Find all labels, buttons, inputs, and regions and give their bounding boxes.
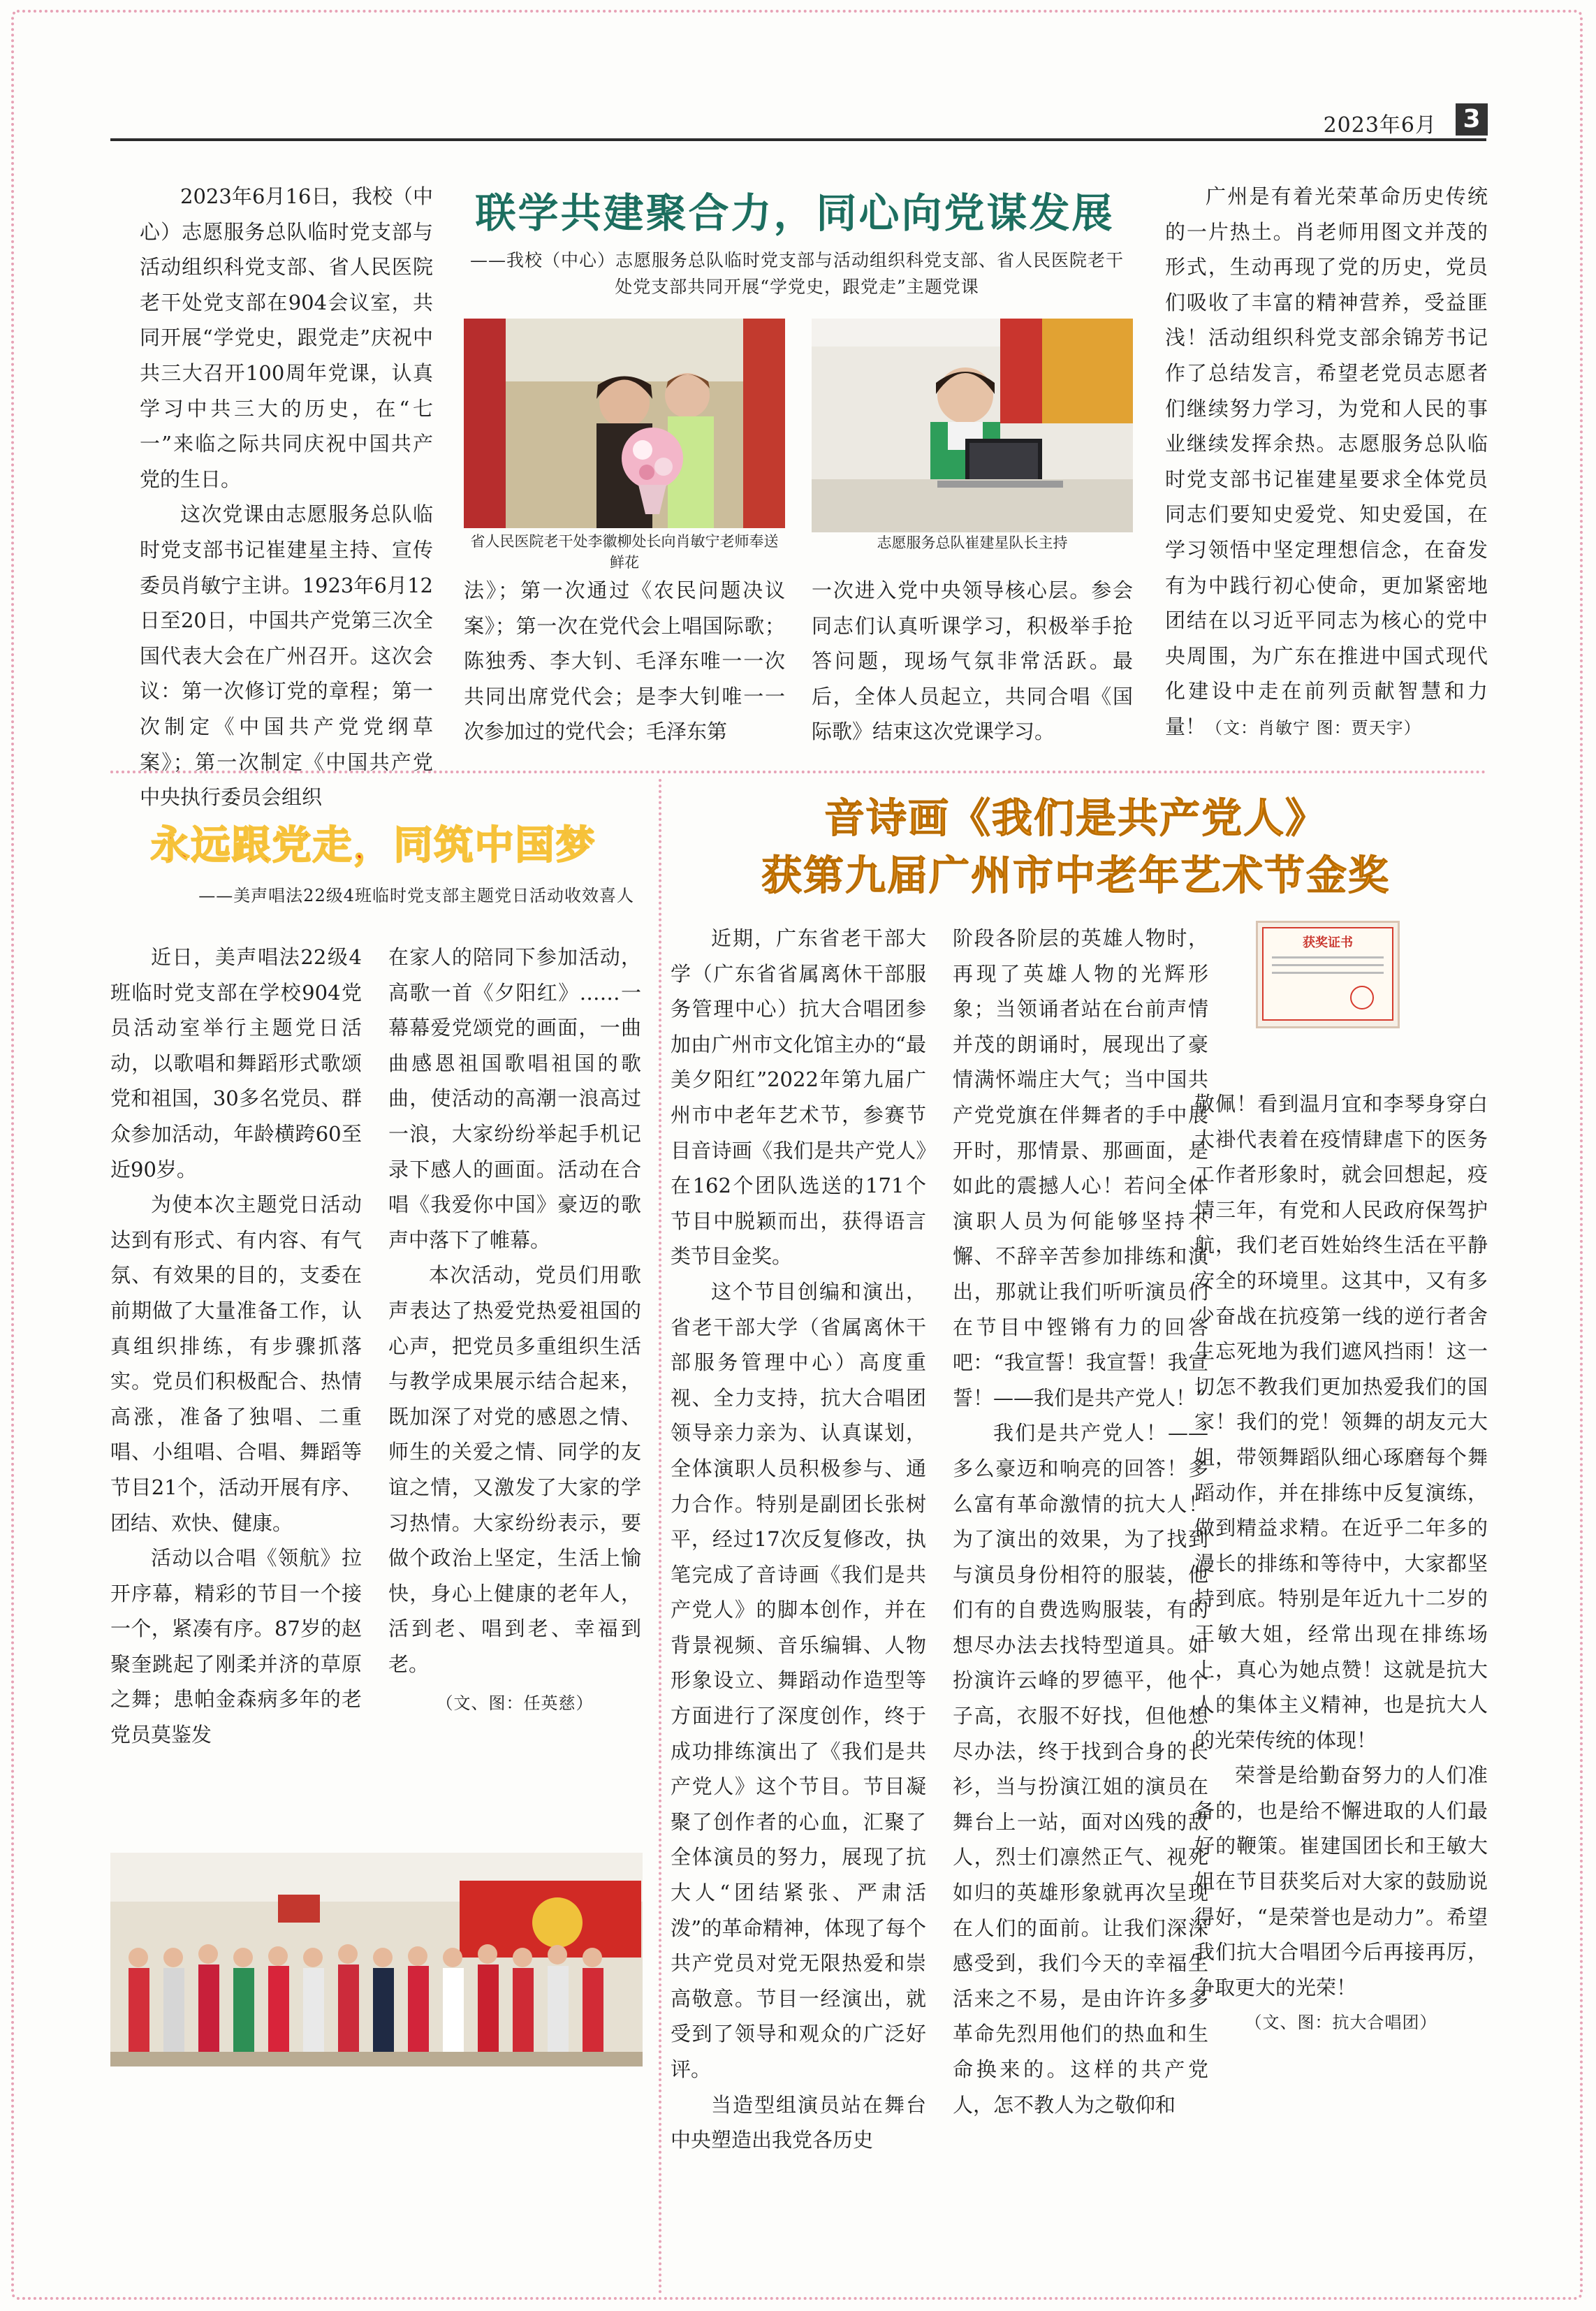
certificate-heading: 获奖证书 (1303, 935, 1353, 950)
certificate-line (1272, 964, 1384, 966)
article3-paragraph: 荣誉是给勤奋努力的人们准备的，也是给不懈进取的人们最好的鞭策。崔建国团长和王敏大姐在节目获奖后对大家的鼓励说得好，“是荣誉也是动力”。希望我们抗大合唱团今后再接再厉，争取更大的光荣！ (1194, 1763, 1488, 1999)
column-divider (659, 779, 661, 2295)
certificate-seal (1350, 986, 1374, 1009)
article1-subtitle: ——我校（中心）志愿服务总队临时党支部与活动组织科党支部、省人民医院老干处党支部共同开展“学党史，跟党走”主题党课 (469, 250, 1124, 297)
article1-column-1 (140, 179, 433, 815)
article1-column-2 (464, 573, 785, 750)
photo-flower-presentation (464, 319, 785, 528)
article3-title (691, 789, 1460, 904)
photo-group-performance (110, 1853, 643, 2066)
photo2-caption: 志愿服务总队崔建星队长主持 (877, 534, 1068, 551)
article3-paragraph: 我们是共产党人！——多么豪迈和响亮的回答！多么富有革命激情的抗大人！为了演出的效果，为了找到与演员身份相符的服装，他们有的自费选购服装，有的想尽办法去找特型道具。如扮演许云峰的罗德平，他个子高，衣服不好找，但他想尽办法，终于找到合身的长衫，当与扮演江姐的演员在舞台上一站，面对凶残的敌人，烈士们凛然正气、视死如归的英雄形象就再次呈现在人们的面前。让我们深深感受到，我们今天的幸福生活来之不易，是由许许多多革命先烈用他们的热血和生命换来的。这样的共产党人，怎不教人为之敬仰和 (953, 1421, 1208, 2117)
section-divider (110, 771, 1486, 773)
article3-credit: （文、图：抗大合唱团） (1245, 2013, 1437, 2033)
header-rule (110, 138, 1486, 141)
article2-paragraph: 在家人的陪同下参加活动，高歌一首《夕阳红》……一幕幕爱党颂党的画面，一曲曲感恩祖国歌唱祖国的歌曲，使活动的高潮一浪高过一浪，大家纷纷举起手机记录下感人的画面。活动在合唱《我爱你中国》豪迈的歌声中落下了帷幕。 (388, 945, 641, 1252)
article1-title: 联学共建聚合力，同心向党谋发展 (475, 189, 1115, 237)
article3-column-3 (1194, 1086, 1488, 2041)
page-number: 3 (1456, 103, 1488, 136)
header-date: 2023年6月 (1323, 113, 1437, 138)
article3-title-line1: 音诗画《我们是共产党人》 (823, 794, 1327, 842)
article1-column-3 (812, 573, 1133, 750)
article2-paragraph: 活动以合唱《领航》拉开序幕，精彩的节目一个接一个，紧凑有序。87岁的赵聚奎跳起了刚柔并济的草原之舞；患帕金森病多年的老党员莫鉴发 (110, 1546, 362, 1747)
article2-subtitle: ——美声唱法22级4班临时党支部主题党日活动收效喜人 (198, 886, 634, 905)
article1-paragraph: 一次进入党中央领导核心层。参会同志们认真听课学习，积极举手抢答问题，现场气氛非常活跃。最后，全体人员起立，共同合唱《国际歌》结束这次党课学习。 (812, 578, 1133, 744)
article3-paragraph: 这个节目创编和演出，省老干部大学（省属离休干部服务管理中心）高度重视、全力支持，抗大合唱团领导亲力亲为、认真谋划，全体演职人员积极参与、通力合作。特别是副团长张树平，经过17次反复修改，执笔完成了音诗画《我们是共产党人》的脚本创作，并在背景视频、音乐编辑、人物形象设立、舞蹈动作造型等方面进行了深度创作，终于成功排练演出了《我们是共产党人》这个节目。节目凝聚了创作者的心血，汇聚了全体演员的努力，展现了抗大人“团结紧张、严肃活泼”的革命精神，体现了每个共产党员对党无限热爱和崇高敬意。节目一经演出，就受到了领导和观众的广泛好评。 (671, 1279, 926, 2081)
article2-title: 永远跟党走，同筑中国梦 (150, 823, 596, 868)
article2-paragraph: 近日，美声唱法22级4班临时党支部在学校904党员活动室举行主题党日活动，以歌唱和舞蹈形式歌颂党和祖国，30多名党员、群众参加活动，年龄横跨60至近90岁。 (110, 945, 362, 1181)
article2-credit: （文、图：任英慈） (436, 1693, 594, 1714)
photo-speaker (812, 319, 1133, 532)
article2-paragraph: 本次活动，党员们用歌声表达了热爱党热爱祖国的心声，把党员多重组织生活与教学成果展示结合起来，既加深了对党的感恩之情、师生的关爱之情、同学的友谊之情，又激发了大家的学习热情。大家纷纷表示，要做个政治上坚定，生活上愉快，身心上健康的老年人，活到老、唱到老、幸福到老。 (388, 1263, 641, 1676)
article1-paragraph: 法》；第一次通过《农民问题决议案》；第一次在党代会上唱国际歌；陈独秀、李大钊、毛泽东唯一一次共同出席党代会；是李大钊唯一一次参加过的党代会；毛泽东第 (464, 578, 785, 744)
article3-title-line2: 获第九届广州市中老年艺术节金奖 (761, 852, 1390, 899)
article1-paragraph: 这次党课由志愿服务总队临时党支部书记崔建星主持、宣传委员肖敏宁主讲。1923年6月12日至20日，中国共产党第三次全国代表大会在广州召开。这次会议：第一次修订党的章程；第一次制定《中国共产党党纲草案》；第一次制定《中国共产党中央执行委员会组织 (140, 502, 433, 810)
certificate-frame (1262, 927, 1393, 1021)
article2-paragraph: 为使本次主题党日活动达到有形式、有内容、有气氛、有效果的目的，支委在前期做了大量准备工作，认真组织排练，有步骤抓落实。党员们积极配合、热情高涨，准备了独唱、二重唱、小组唱、合唱、舞蹈等节目21个，活动开展有序、团结、欢快、健康。 (110, 1193, 362, 1535)
article1-paragraph-text: 广州是有着光荣革命历史传统的一片热土。肖老师用图文并茂的形式，生动再现了党的历史，党员们吸收了丰富的精神营养，受益匪浅！活动组织科党支部余锦芳书记作了总结发言，希望老党员志愿者们继续努力学习，为党和人民的事业继续发挥余热。志愿服务总队临时党支部书记崔建星要求全体党员同志们要知史爱党、知史爱国，在学习领悟中坚定理想信念，在奋发有为中践行初心使命，更加紧密地团结在以习近平同志为核心的党中央周围，为广东在推进中国式现代化建设中走在前列贡献智慧和力量！ (1165, 184, 1488, 738)
article1-credit: （文：肖敏宁 图：贾天宇） (1206, 717, 1421, 738)
photo1-caption: 省人民医院老干处李徽柳处长向肖敏宁老师奉送鲜花 (470, 533, 779, 571)
article1-paragraph: 2023年6月16日，我校（中心）志愿服务总队临时党支部与活动组织科党支部、省人民医院老干处党支部在904会议室，共同开展“学党史，跟党走”庆祝中共三大召开100周年党课，认真学习中共三大的历史，在“七一”来临之际共同庆祝中国共产党的生日。 (140, 184, 433, 491)
certificate-line (1272, 972, 1384, 974)
article2-column-2 (388, 940, 641, 1721)
article1-column-4 (1165, 179, 1488, 746)
article3-column-2 (953, 921, 1208, 2122)
article3-paragraph: 当造型组演员站在舞台中央塑造出我党各历史 (671, 2092, 926, 2152)
article2-column-1 (110, 940, 362, 1753)
certificate-line (1272, 956, 1384, 958)
article3-paragraph: 阶段各阶层的英雄人物时，再现了英雄人物的光辉形象；当领诵者站在台前声情并茂的朗诵时，展现出了豪情满怀端庄大气；当中国共产党党旗在伴舞者的手中展开时，那情景、那画面，是如此的震撼人心！若问全体演职人员为何能够坚持不懈、不辞辛苦参加排练和演出，那就让我们听听演员们在节目中铿锵有力的回答吧：“我宣誓！我宣誓！我宣誓！——我们是共产党人！” (953, 926, 1208, 1410)
article1-paragraph (1165, 179, 1488, 746)
article3-column-1 (671, 921, 926, 2158)
article3-paragraph: 近期，广东省老干部大学（广东省省属离休干部服务管理中心）抗大合唱团参加由广州市文化馆主办的“最美夕阳红”2022年第九届广州市中老年艺术节，参赛节目音诗画《我们是共产党人》在162个团队选送的171个节目中脱颖而出，获得语言类节目金奖。 (671, 926, 926, 1269)
article3-paragraph: 敬佩！看到温月宜和李琴身穿白大褂代表着在疫情肆虐下的医务工作者形象时，就会回想起，疫情三年，有党和人民政府保驾护航，我们老百姓始终生活在平静安全的环境里。这其中，又有多少奋战在抗疫第一线的逆行者舍生忘死地为我们遮风挡雨！这一切怎不教我们更加热爱我们的国家！我们的党！领舞的胡友元大姐，带领舞蹈队细心琢磨每个舞蹈动作，并在排练中反复演练，做到精益求精。在近乎二年多的漫长的排练和等待中，大家都坚持到底。特别是年近九十二岁的王敏大姐，经常出现在排练场上，真心为她点赞！这就是抗大人的集体主义精神，也是抗大人的光荣传统的体现！ (1194, 1092, 1488, 1752)
award-certificate (1256, 921, 1400, 1028)
